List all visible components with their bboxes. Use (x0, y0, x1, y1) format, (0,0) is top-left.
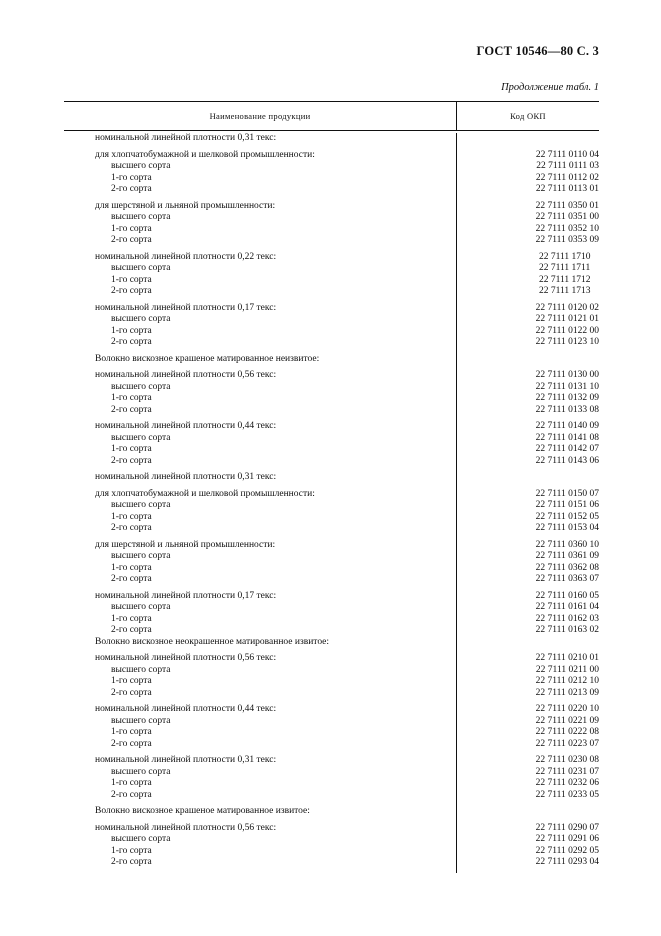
column-header-okp-code: Код ОКП (510, 111, 546, 121)
table-row (64, 201, 599, 213)
okp-code-cell (456, 354, 599, 366)
okp-code-cell: 22 7111 0150 07 (535, 488, 599, 499)
row-group (64, 201, 599, 247)
okp-code-cell: 22 7111 0360 10 (535, 539, 599, 550)
table-row (64, 727, 599, 739)
table-row (64, 252, 599, 264)
okp-code-cell: 22 7111 0122 00 (535, 325, 599, 336)
row-group (64, 421, 599, 467)
okp-code-cell: 22 7111 1713 (539, 286, 591, 296)
okp-code-cell: 22 7111 0353 09 (535, 235, 599, 245)
table-row (64, 161, 599, 173)
table-row (64, 834, 599, 846)
table-row (64, 574, 599, 586)
product-name-cell: номинальной линейной плотности 0,22 текс: (95, 251, 277, 262)
table-row (64, 150, 599, 162)
product-name-cell: 1-го сорта (111, 444, 152, 454)
okp-code-cell: 22 7111 0222 08 (535, 727, 599, 737)
table-row (64, 235, 599, 247)
table-row (64, 716, 599, 728)
table-row (64, 512, 599, 524)
product-name-cell: номинальной линейной плотности 0,31 текс: (95, 755, 277, 765)
product-name-cell: высшего сорта (111, 381, 171, 392)
row-group (64, 653, 599, 699)
table-row (64, 637, 599, 649)
okp-code-cell: 22 7111 0142 07 (535, 444, 599, 454)
product-name-cell: номинальной линейной плотности 0,17 текс: (95, 302, 277, 313)
row-group (64, 303, 599, 349)
table-row (64, 653, 599, 665)
table-row (64, 551, 599, 563)
product-name-cell: 1-го сорта (111, 778, 152, 788)
okp-code-cell: 22 7111 0351 00 (535, 212, 599, 222)
product-name-cell: высшего сорта (111, 212, 171, 222)
okp-code-cell: 22 7111 0221 09 (535, 715, 599, 726)
product-name-cell: 2-го сорта (111, 574, 152, 584)
okp-code-cell (456, 637, 599, 649)
table-row (64, 224, 599, 236)
row-group (64, 540, 599, 586)
product-name-cell: высшего сорта (111, 263, 171, 273)
table-row (64, 625, 599, 637)
product-name-cell: 1-го сорта (111, 274, 152, 285)
okp-code-cell: 22 7111 0130 00 (535, 370, 599, 380)
product-name-cell: 2-го сорта (111, 687, 152, 698)
product-name-cell: 2-го сорта (111, 738, 152, 749)
table-row (64, 614, 599, 626)
document-reference: ГОСТ 10546—80 С. 3 (476, 44, 599, 58)
table-row (64, 173, 599, 185)
product-name-cell: 2-го сорта (111, 789, 152, 800)
row-group (64, 133, 599, 145)
product-name-cell: 1-го сорта (111, 172, 152, 183)
okp-code-cell: 22 7111 0233 05 (535, 789, 599, 800)
product-name-cell: 1-го сорта (111, 727, 152, 737)
product-name-cell: номинальной линейной плотности 0,44 текс: (95, 421, 277, 431)
table-row (64, 489, 599, 501)
product-name-cell: 1-го сорта (111, 562, 152, 573)
table-row (64, 778, 599, 790)
product-name-cell: высшего сорта (111, 664, 171, 675)
okp-code-cell: 22 7111 0153 04 (535, 523, 599, 533)
row-group (64, 704, 599, 750)
product-name-cell: 2-го сорта (111, 455, 152, 466)
table-row (64, 739, 599, 751)
row-group (64, 354, 599, 366)
table-row (64, 676, 599, 688)
table-row (64, 688, 599, 700)
product-name-cell: для хлопчатобумажной и шелковой промышленности: (95, 149, 315, 160)
table-row (64, 591, 599, 603)
row-group (64, 150, 599, 196)
okp-code-cell: 22 7111 0160 05 (535, 590, 599, 601)
okp-code-cell: 22 7111 0350 01 (535, 200, 599, 211)
table-row (64, 263, 599, 275)
okp-code-cell: 22 7111 0290 07 (535, 822, 599, 833)
product-name-cell: 1-го сорта (111, 325, 152, 336)
product-name-cell: Волокно вискозное неокрашенное матированное извитое: (95, 636, 330, 647)
okp-code-cell: 22 7111 0161 04 (535, 602, 599, 612)
product-name-cell: номинальной линейной плотности 0,56 текс: (95, 370, 277, 380)
okp-code-cell (456, 133, 599, 145)
product-name-cell: 2-го сорта (111, 523, 152, 533)
table-row (64, 275, 599, 287)
product-name-cell: для шерстяной и льняной промышленности: (95, 200, 276, 211)
product-name-cell: 1-го сорта (111, 511, 152, 522)
table-row (64, 790, 599, 802)
okp-code-cell (456, 806, 599, 818)
table-row (64, 767, 599, 779)
okp-code-cell: 22 7111 0211 00 (535, 664, 599, 675)
product-name-cell: высшего сорта (111, 834, 171, 844)
product-name-cell: 2-го сорта (111, 286, 152, 296)
product-code-table (64, 101, 599, 869)
okp-code-cell: 22 7111 0232 06 (535, 778, 599, 788)
product-name-cell: Волокно вискозное крашеное матированное извитое: (95, 806, 310, 816)
okp-code-cell: 22 7111 0111 03 (536, 161, 599, 171)
table-row (64, 405, 599, 417)
table-row (64, 456, 599, 468)
table-row (64, 823, 599, 835)
table-row (64, 444, 599, 456)
table-row (64, 354, 599, 366)
row-group (64, 755, 599, 801)
okp-code-cell: 22 7111 0163 02 (535, 625, 599, 635)
table-row (64, 472, 599, 484)
okp-code-cell: 22 7111 0132 09 (535, 393, 599, 403)
okp-code-cell: 22 7111 0131 10 (535, 381, 599, 392)
row-group (64, 591, 599, 649)
product-name-cell: 1-го сорта (111, 676, 152, 686)
product-name-cell: 2-го сорта (111, 235, 152, 245)
product-name-cell: 1-го сорта (111, 845, 152, 856)
product-name-cell: 2-го сорта (111, 857, 152, 867)
product-name-cell: для хлопчатобумажной и шелковой промышленности: (95, 488, 315, 499)
table-continuation-note: Продолжение табл. 1 (501, 82, 599, 93)
okp-code-cell: 22 7111 0120 02 (535, 302, 599, 313)
table-row (64, 704, 599, 716)
okp-code-cell: 22 7111 0291 06 (535, 834, 599, 844)
table-row (64, 755, 599, 767)
table-row (64, 846, 599, 858)
row-group (64, 472, 599, 484)
product-name-cell: номинальной линейной плотности 0,44 текс: (95, 704, 277, 714)
product-name-cell: высшего сорта (111, 500, 171, 510)
okp-code-cell: 22 7111 0220 10 (535, 704, 599, 714)
table-row (64, 421, 599, 433)
product-name-cell: номинальной линейной плотности 0,31 текс: (95, 133, 277, 143)
okp-code-cell: 22 7111 0293 04 (535, 857, 599, 867)
table-row (64, 303, 599, 315)
product-name-cell: Волокно вискозное крашеное матированное неизвитое: (95, 353, 320, 364)
row-group (64, 252, 599, 298)
okp-code-cell: 22 7111 0151 06 (535, 500, 599, 510)
okp-code-cell: 22 7111 0133 08 (535, 404, 599, 415)
product-name-cell: высшего сорта (111, 766, 171, 777)
product-name-cell: высшего сорта (111, 161, 171, 171)
okp-code-cell: 22 7111 0352 10 (535, 223, 599, 234)
table-row (64, 602, 599, 614)
product-name-cell: 1-го сорта (111, 393, 152, 403)
table-row (64, 523, 599, 535)
table-row (64, 370, 599, 382)
okp-code-cell: 22 7111 0363 07 (535, 574, 599, 584)
product-name-cell: номинальной линейной плотности 0,17 текс: (95, 590, 277, 601)
okp-code-cell: 22 7111 0113 01 (535, 184, 599, 194)
table-row (64, 806, 599, 818)
product-name-cell: номинальной линейной плотности 0,56 текс: (95, 822, 277, 833)
okp-code-cell: 22 7111 0212 10 (535, 676, 599, 686)
table-row (64, 314, 599, 326)
product-name-cell: номинальной линейной плотности 0,56 текс: (95, 653, 277, 663)
okp-code-cell: 22 7111 0292 05 (535, 845, 599, 856)
table-row (64, 857, 599, 869)
column-header-product-name: Наименование продукции (64, 102, 457, 130)
product-name-cell: номинальной линейной плотности 0,31 текс: (95, 472, 277, 482)
table-row (64, 337, 599, 349)
table-row (64, 382, 599, 394)
table-body (64, 133, 599, 869)
table-row (64, 540, 599, 552)
product-name-cell: 1-го сорта (111, 223, 152, 234)
okp-code-cell: 22 7111 1712 (539, 274, 591, 285)
product-name-cell: 2-го сорта (111, 625, 152, 635)
table-row (64, 393, 599, 405)
okp-code-cell: 22 7111 0143 06 (535, 455, 599, 466)
table-row (64, 563, 599, 575)
okp-code-cell: 22 7111 0110 04 (535, 149, 599, 160)
okp-code-cell: 22 7111 0231 07 (535, 766, 599, 777)
product-name-cell: высшего сорта (111, 314, 171, 324)
product-name-cell: высшего сорта (111, 602, 171, 612)
table-row (64, 212, 599, 224)
product-name-cell: 2-го сорта (111, 337, 152, 347)
okp-code-cell: 22 7111 0230 08 (535, 755, 599, 765)
product-name-cell: высшего сорта (111, 432, 171, 443)
okp-code-cell: 22 7111 0141 08 (535, 432, 599, 443)
okp-code-cell: 22 7111 0121 01 (535, 314, 599, 324)
okp-code-cell: 22 7111 0140 09 (535, 421, 599, 431)
product-name-cell: высшего сорта (111, 715, 171, 726)
okp-code-cell: 22 7111 0152 05 (535, 511, 599, 522)
table-row (64, 286, 599, 298)
okp-code-cell: 22 7111 0210 01 (535, 653, 599, 663)
okp-code-cell: 22 7111 0123 10 (535, 337, 599, 347)
table-row (64, 433, 599, 445)
row-group (64, 806, 599, 818)
okp-code-cell: 22 7111 0362 08 (535, 562, 599, 573)
okp-code-cell: 22 7111 0162 03 (535, 613, 599, 624)
okp-code-cell: 22 7111 0361 09 (535, 551, 599, 561)
table-row (64, 133, 599, 145)
table-row (64, 326, 599, 338)
row-group (64, 823, 599, 869)
okp-code-cell: 22 7111 1710 (539, 251, 591, 262)
okp-code-cell: 22 7111 1711 (539, 263, 591, 273)
product-name-cell: 1-го сорта (111, 613, 152, 624)
table-row (64, 500, 599, 512)
product-name-cell: 2-го сорта (111, 404, 152, 415)
product-name-cell: 2-го сорта (111, 184, 152, 194)
row-group (64, 370, 599, 416)
table-row (64, 184, 599, 196)
okp-code-cell: 22 7111 0112 02 (535, 172, 599, 183)
okp-code-cell (456, 472, 599, 484)
row-group (64, 489, 599, 535)
product-name-cell: высшего сорта (111, 551, 171, 561)
okp-code-cell: 22 7111 0223 07 (535, 738, 599, 749)
table-header (64, 101, 599, 131)
product-name-cell: для шерстяной и льняной промышленности: (95, 539, 276, 550)
okp-code-cell: 22 7111 0213 09 (535, 687, 599, 698)
table-row (64, 665, 599, 677)
